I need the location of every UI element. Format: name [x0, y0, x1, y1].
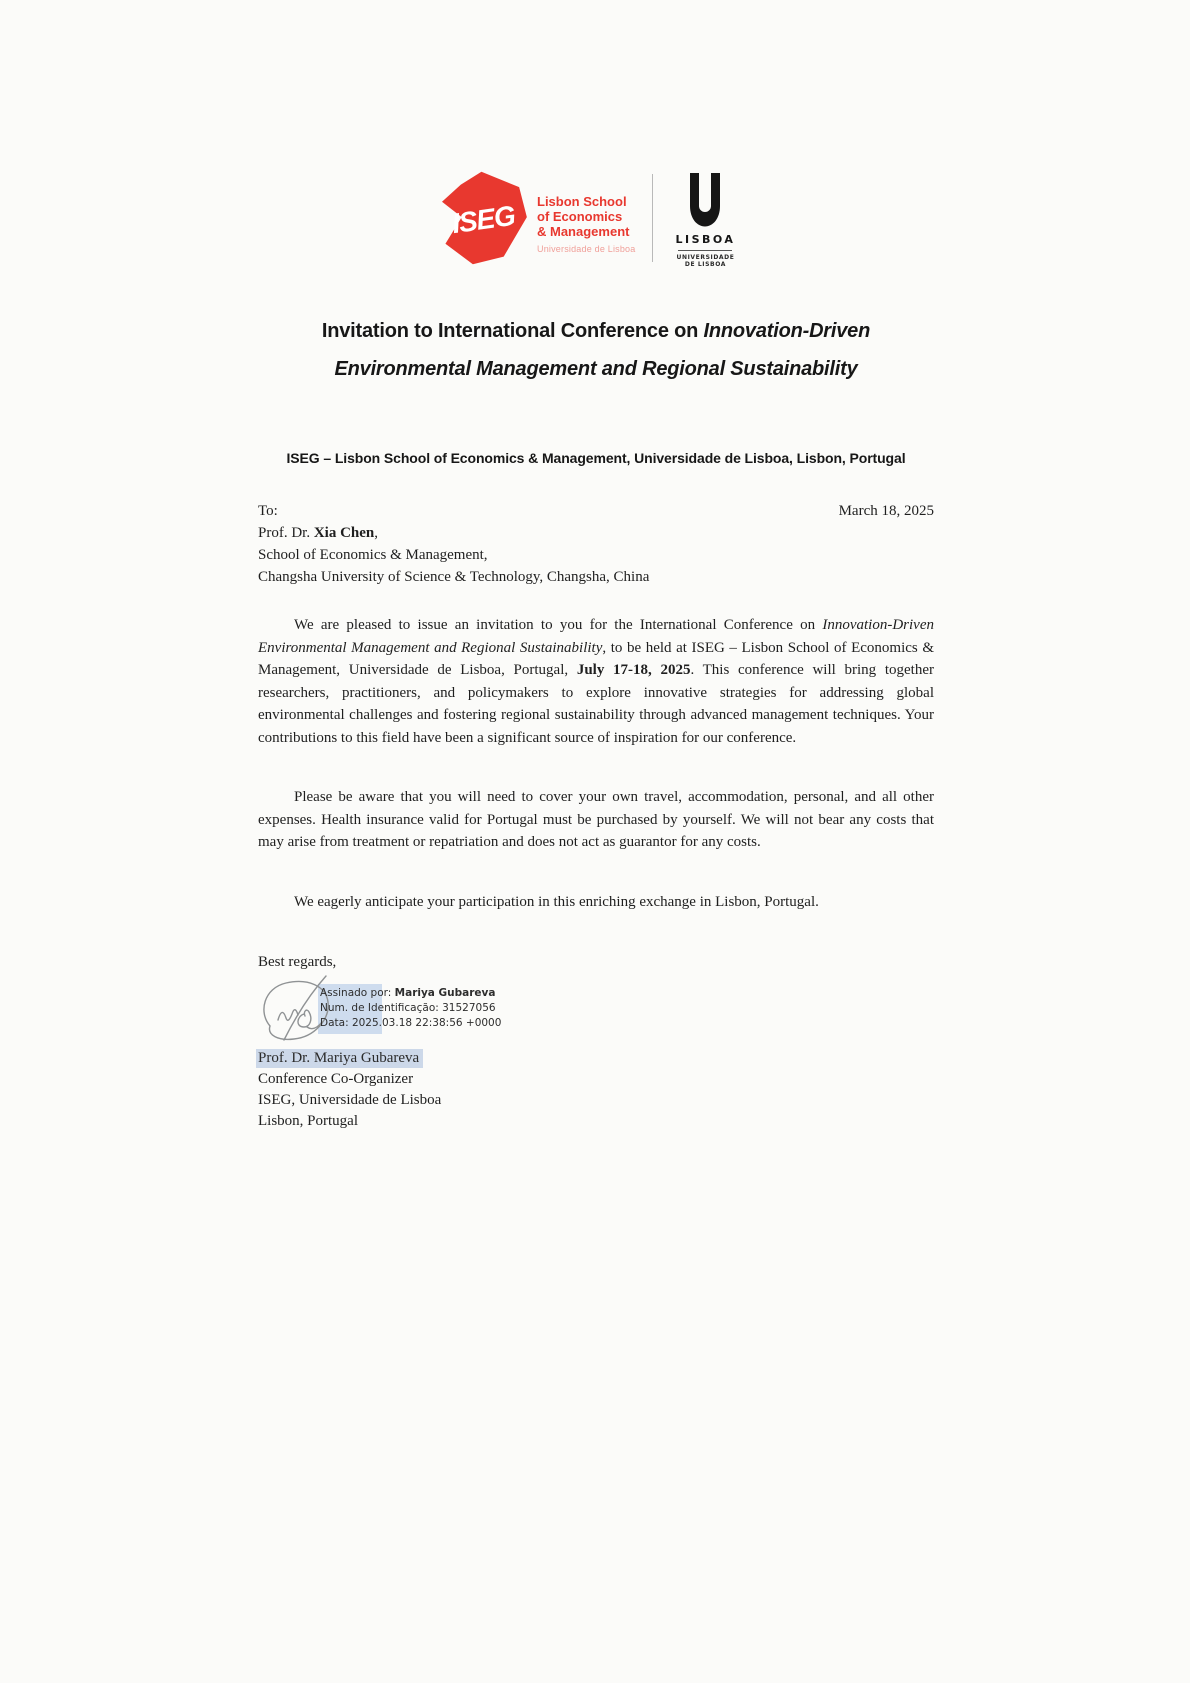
- stamp-text: [320, 986, 501, 1031]
- iseg-name-line: of Economics: [537, 209, 623, 224]
- iseg-logo-text: [537, 170, 635, 254]
- signer-block: [258, 1048, 934, 1132]
- letter-title-line1: Invitation to International Conference on Innovation-Driven: [321, 320, 871, 342]
- stamp-signed-by-label: Assinado por:: [320, 987, 395, 999]
- logo-divider: [652, 174, 653, 262]
- recipient-department: School of Economics & Management,: [258, 547, 488, 563]
- salutation: Best regards,: [258, 954, 337, 970]
- body-paragraph-3: We eagerly anticipate your participation in this enriching exchange in Lisbon, Portugal.: [294, 894, 819, 910]
- digital-signature-stamp: [258, 976, 578, 1050]
- stamp-id-line: Num. de Identificação: 31527056: [320, 1002, 496, 1014]
- signer-name-line: [258, 1048, 934, 1069]
- ulisboa-rule: [678, 250, 732, 251]
- signer-role: Conference Co-Organizer: [258, 1071, 414, 1087]
- ulisboa-logo: [666, 170, 744, 268]
- iseg-name-line: & Management: [537, 224, 630, 239]
- body-paragraph-1: We are pleased to issue an invitation to you for the International Conference on Innovation-Driven Environmental Management and Regional Sustainability, to be held at ISEG – Lisbon School of Economics & Management, Universidade de Lisboa, Portugal, July 17-18, 2025. This conference will bring together researchers, practitioners, and policymakers to explore innovative strategies for addressing global environmental challenges and fostering regional sustainability through advanced management techniques. Your contributions to this field have been a significant source of inspiration for our conference.: [258, 617, 934, 746]
- iseg-name-line: Lisbon School: [537, 194, 627, 209]
- stamp-signed-by-line: [320, 986, 501, 1001]
- letter-date: March 18, 2025: [838, 503, 934, 519]
- signer-name: Prof. Dr. Mariya Gubareva: [256, 1049, 423, 1068]
- signer-location: Lisbon, Portugal: [258, 1113, 358, 1129]
- ulisboa-subtext-line: DE LISBOA: [684, 261, 727, 268]
- signer-organization: ISEG, Universidade de Lisboa: [258, 1092, 442, 1108]
- to-label: To:: [258, 503, 278, 519]
- ulisboa-city-label: LISBOA: [675, 233, 736, 246]
- letter-title-line2: Environmental Management and Regional Sustainability: [334, 358, 858, 380]
- recipient-university: Changsha University of Science & Technology, Changsha, China: [258, 569, 650, 585]
- body-paragraph-2: Please be aware that you will need to cover your own travel, accommodation, personal, and all other expenses. Health insurance valid for Portugal must be purchased by yourself. We will not bear any costs that may arise from treatment or repatriation and does not act as guarantor for any costs.: [258, 789, 934, 850]
- iseg-subtext: Universidade de Lisboa: [537, 244, 636, 254]
- recipient-name: Prof. Dr. Xia Chen,: [258, 525, 379, 541]
- recipient-block: [258, 500, 934, 588]
- letter-title: [260, 312, 932, 388]
- to-date-row: [258, 500, 934, 522]
- stamp-date-line: Data: 2025.03.18 22:38:56 +0000: [320, 1017, 502, 1029]
- iseg-logo: [440, 170, 528, 266]
- iseg-acronym: ISEG: [450, 199, 517, 240]
- letter-subtitle: ISEG – Lisbon School of Economics & Management, Universidade de Lisboa, Lisbon, Portugal: [286, 450, 906, 466]
- ulisboa-u-icon: [688, 173, 722, 227]
- stamp-signed-by-name: Mariya Gubareva: [394, 987, 496, 999]
- ulisboa-subtext-line: UNIVERSIDADE: [676, 254, 735, 261]
- header-logos: [440, 170, 744, 268]
